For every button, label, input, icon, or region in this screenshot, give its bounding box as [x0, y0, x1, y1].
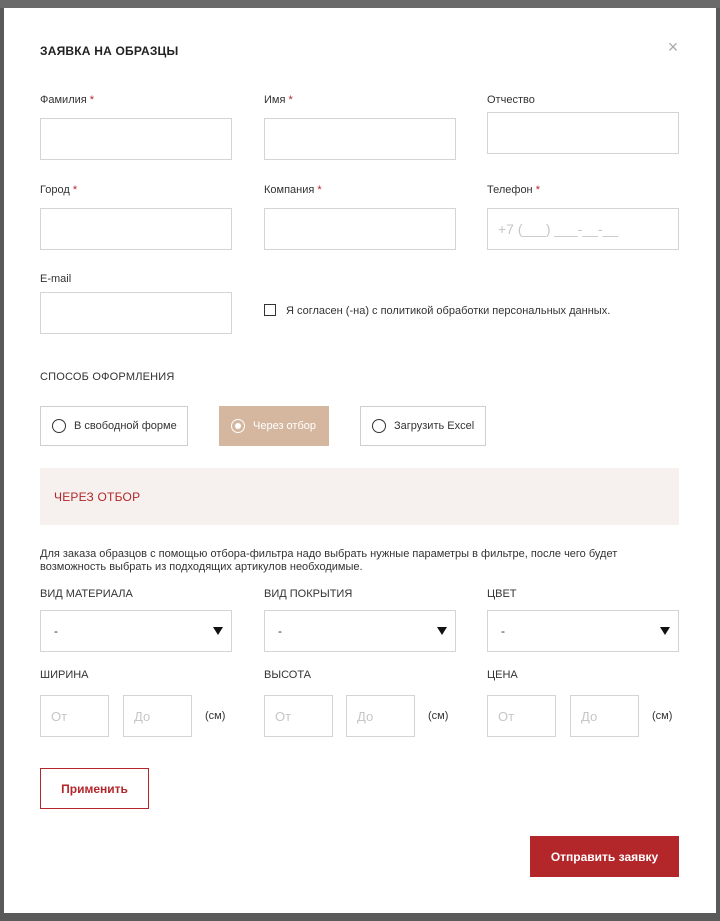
price-from-input[interactable]: От	[487, 695, 556, 737]
email-label-text: E-mail	[40, 273, 72, 285]
apply-button[interactable]: Применить	[40, 768, 149, 809]
material-label: ВИД МАТЕРИАЛА	[40, 588, 133, 600]
material-select-value: -	[54, 624, 58, 638]
sample-request-dialog	[4, 8, 716, 913]
height-label: ВЫСОТА	[264, 669, 312, 681]
consent-checkbox[interactable]	[264, 304, 276, 316]
triangle-down-icon	[437, 627, 447, 635]
option-upload-excel-label: Загрузить Excel	[394, 420, 475, 432]
option-free-form-label: В свободной форме	[74, 420, 177, 432]
submit-request-button[interactable]: Отправить заявку	[530, 836, 679, 877]
phone-input[interactable]: +7 (___) ___-__-__	[487, 208, 679, 250]
triangle-down-icon	[660, 627, 670, 635]
color-select-value: -	[501, 624, 505, 638]
selection-description: Для заказа образцов с помощью отбора-фильтра надо выбрать нужные параметры в фильтре, после чего будет возможность выбрать из подходящих артикулов необходимые.	[40, 548, 618, 573]
consent-label: Я согласен (-на) с политикой обработки персональных данных.	[286, 305, 611, 317]
width-to-input[interactable]: До	[123, 695, 192, 737]
method-section-label: СПОСОБ ОФОРМЛЕНИЯ	[40, 371, 175, 383]
coating-select-value: -	[278, 624, 282, 638]
width-from-input[interactable]: От	[40, 695, 109, 737]
height-from-input[interactable]: От	[264, 695, 333, 737]
height-unit: (см)	[428, 710, 449, 722]
last-name-input[interactable]	[40, 118, 232, 160]
patronymic-label	[487, 94, 535, 106]
width-unit: (см)	[205, 710, 226, 722]
color-label: ЦВЕТ	[487, 588, 517, 600]
radio-icon	[372, 419, 386, 433]
color-select[interactable]	[487, 610, 679, 652]
required-mark: *	[535, 184, 540, 196]
coating-label: ВИД ПОКРЫТИЯ	[264, 588, 353, 600]
company-input[interactable]	[264, 208, 456, 250]
patronymic-label-text: Отчество	[487, 94, 535, 106]
coating-select[interactable]	[264, 610, 456, 652]
height-to-input[interactable]: До	[346, 695, 415, 737]
city-label-text: Город	[40, 184, 70, 196]
first-name-label	[264, 94, 293, 106]
phone-label-text: Телефон	[487, 184, 533, 196]
required-mark: *	[89, 94, 95, 106]
option-selection[interactable]	[219, 406, 329, 446]
selection-panel-header: ЧЕРЕЗ ОТБОР	[40, 468, 679, 525]
patronymic-input[interactable]	[487, 112, 679, 154]
close-icon[interactable]: ×	[667, 37, 679, 57]
radio-icon	[52, 419, 66, 433]
phone-label	[487, 184, 540, 196]
material-select[interactable]	[40, 610, 232, 652]
page-backdrop	[0, 0, 720, 8]
required-mark: *	[72, 184, 78, 196]
first-name-label-text: Имя	[264, 94, 286, 106]
first-name-input[interactable]	[264, 118, 456, 160]
option-free-form[interactable]	[40, 406, 188, 446]
price-to-input[interactable]: До	[570, 695, 639, 737]
option-selection-label: Через отбор	[253, 420, 316, 432]
company-label-text: Компания	[264, 184, 315, 196]
price-unit: (см)	[652, 710, 673, 722]
triangle-down-icon	[213, 627, 223, 635]
last-name-label-text: Фамилия	[40, 94, 87, 106]
dialog-title: ЗАЯВКА НА ОБРАЗЦЫ	[40, 44, 179, 58]
email-label	[40, 273, 71, 285]
email-input[interactable]	[40, 292, 232, 334]
price-label: ЦЕНА	[487, 669, 518, 681]
city-label	[40, 184, 77, 196]
company-label	[264, 184, 322, 196]
width-label: ШИРИНА	[40, 669, 89, 681]
radio-icon	[231, 419, 245, 433]
option-upload-excel[interactable]	[360, 406, 486, 446]
required-mark: *	[288, 94, 293, 106]
last-name-label	[40, 94, 94, 106]
required-mark: *	[317, 184, 322, 196]
city-input[interactable]	[40, 208, 232, 250]
